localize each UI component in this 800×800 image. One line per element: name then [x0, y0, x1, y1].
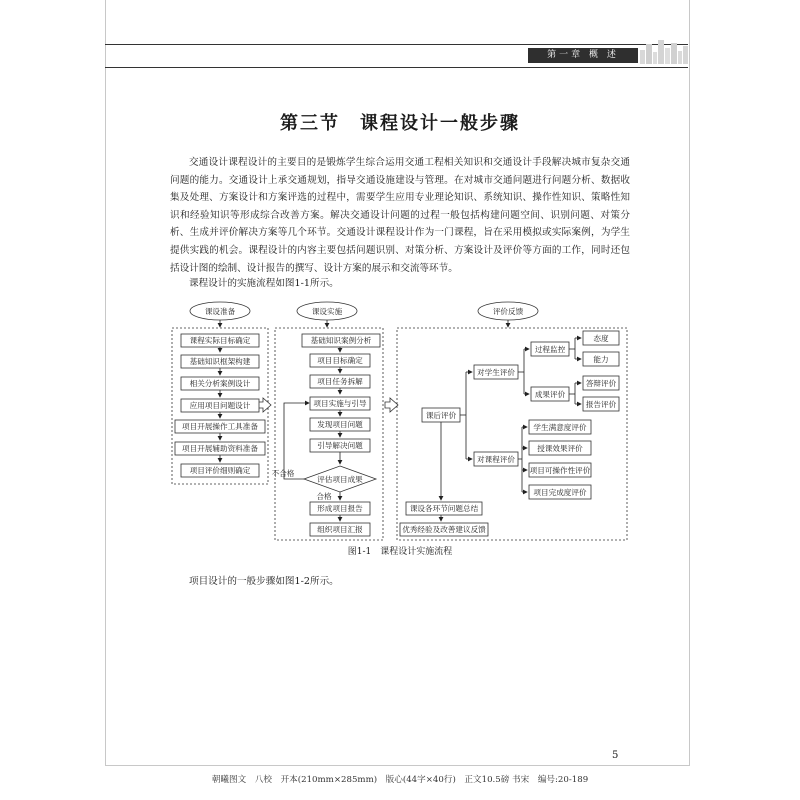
prep-step-2: 基础知识框架构建	[189, 357, 251, 366]
decision-label: 评估项目成果	[317, 475, 363, 484]
print-footer: 朝曦图文 八校 开本(210mm×285mm) 版心(44字×40行) 正文10.5磅 书宋 编号:20-189	[211, 775, 589, 785]
prep-step-6: 项目开展辅助资料准备	[182, 444, 258, 453]
pass-label: 合格	[316, 492, 332, 501]
impl-step-4: 项目实施与引导	[313, 399, 367, 408]
eval-student: 对学生评价	[477, 368, 515, 377]
section-title: 第三节 课程设计一般步骤	[280, 113, 520, 134]
eval-root: 课后评价	[425, 411, 457, 420]
impl-after-2: 组织项目汇报	[317, 525, 363, 534]
eval-attitude: 态度	[593, 334, 609, 343]
eval-summary: 课设各环节问题总结	[409, 504, 479, 513]
eval-feedback: 优秀经验及改善建议反馈	[402, 525, 486, 534]
prep-step-3: 相关分析案例设计	[189, 379, 251, 388]
page-number: 5	[612, 750, 619, 761]
eval-defense: 答辩评价	[585, 379, 617, 388]
eval-course-item-1: 学生满意度评价	[533, 423, 587, 432]
prep-steps	[175, 334, 265, 477]
body-paragraph-2: 课程设计的实施流程如图1-1所示。	[189, 278, 339, 289]
eval-process: 过程监控	[534, 345, 566, 354]
stage-label-eval: 评价反馈	[492, 307, 524, 316]
chapter-label: 第一章 概 述	[528, 48, 638, 63]
figure-caption: 图1-1 课程设计实施流程	[347, 547, 453, 557]
body-paragraph-1: 交通设计课程设计的主要目的是锻炼学生综合运用交通工程相关知识和交通设计手段解决城市复杂交通问题的能力。交通设计上承交通规划，指导交通设施建设与管理。在对城市交通问题进行问题分析、数据收集及处理、方案设计和方案评选的过程中，需要学生应用专业理论知识、系统知识、操作性知识、策略性知识和经验知识等形成综合改善方案。解决交通设计问题的过程一般包括构建问题空间、识别问题、对策分析、生成并评价解决方案等几个环节。交通设计课程设计作为一门课程，旨在采用模拟或实际案例，为学生提供实践的机会。课程设计的内容主要包括问题识别、对策分析、方案设计及评价等方面的工作，同时还包括设计图的绘制、设计报告的撰写、设计方案的展示和交流等环节。	[170, 157, 630, 274]
prep-step-7: 项目评价细则确定	[189, 466, 251, 475]
eval-tree	[400, 331, 619, 536]
eval-course-item-4: 项目完成度评价	[533, 488, 587, 497]
impl-step-1: 基础知识案例分析	[310, 336, 372, 345]
impl-after-1: 形成项目报告	[317, 504, 363, 513]
fail-label: 不合格	[271, 469, 295, 478]
eval-result: 成果评价	[534, 390, 566, 399]
impl-steps	[272, 334, 380, 536]
body-paragraph-3: 项目设计的一般步骤如图1-2所示。	[189, 576, 339, 587]
prep-step-5: 项目开展操作工具准备	[182, 422, 258, 431]
impl-step-6: 引导解决问题	[317, 441, 363, 450]
prep-step-1: 课程实际目标确定	[189, 336, 251, 345]
stage-label-impl: 课设实施	[311, 307, 343, 316]
eval-ability: 能力	[593, 355, 609, 364]
eval-course-item-3: 项目可操作性评价	[529, 466, 591, 475]
prep-step-4: 应用项目问题设计	[189, 401, 251, 410]
stage-label-prep: 课设准备	[204, 307, 236, 316]
stage-arrow-2	[385, 398, 398, 412]
impl-step-5: 发现项目问题	[317, 420, 363, 429]
eval-report: 报告评价	[585, 400, 617, 409]
eval-course: 对课程评价	[477, 455, 515, 464]
eval-course-item-2: 授课效果评价	[537, 444, 583, 453]
impl-step-3: 项目任务拆解	[317, 377, 363, 386]
impl-step-2: 项目目标确定	[317, 356, 363, 365]
